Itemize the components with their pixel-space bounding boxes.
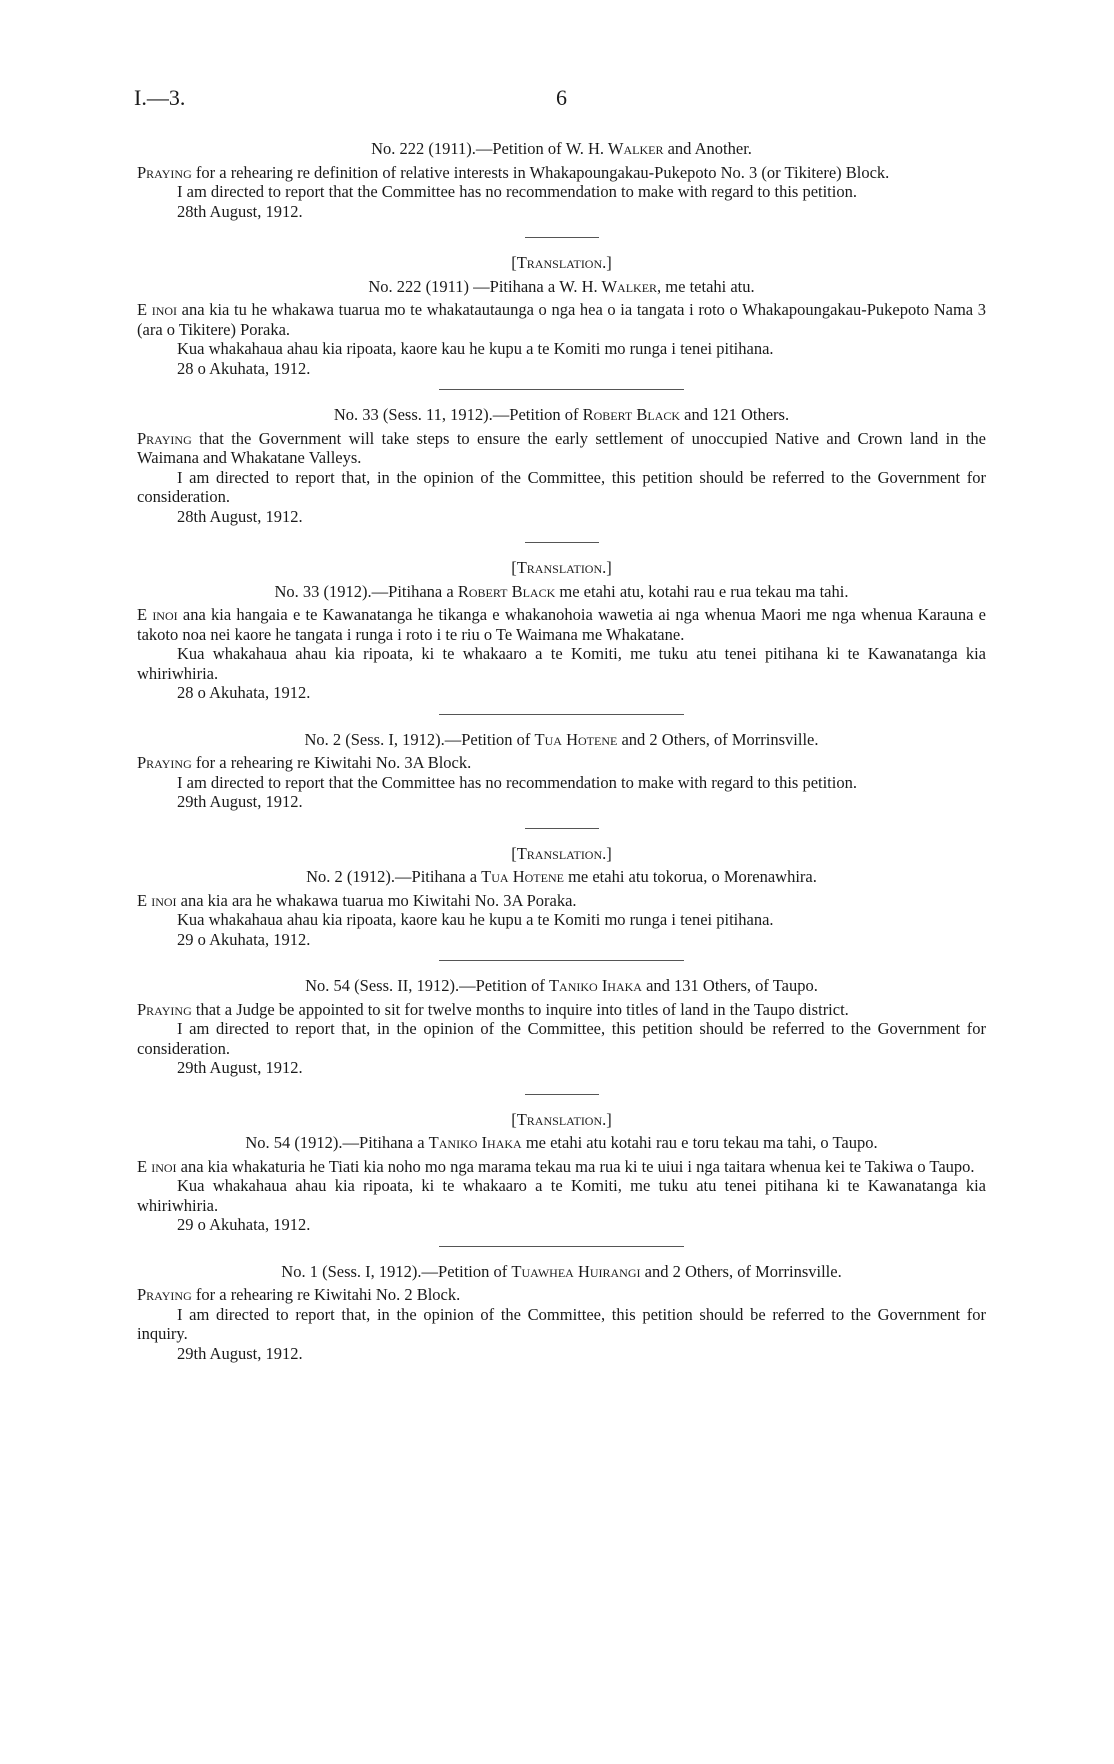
report-date: 28th August, 1912. bbox=[177, 506, 303, 526]
translation-title: No. 33 (1912).—Pitihana a Robert Black me etahi atu, kotahi rau e rua tekau ma tahi. bbox=[274, 581, 849, 601]
petition-entry bbox=[137, 1262, 986, 1364]
inoi-paragraph: E inoi ana kia tu he whakawa tuarua mo te whakatautaunga o nga hea o ia tangata i roto o Whakapoungakau-Pukepoto Nama 3 (ara o Tikitere) Poraka. bbox=[137, 300, 986, 339]
report-paragraph: I am directed to report that, in the opinion of the Committee, this petition should be referred to the Government for inquiry. bbox=[137, 1304, 986, 1343]
report-date: 29th August, 1912. bbox=[177, 1343, 303, 1363]
report-paragraph: I am directed to report that, in the opinion of the Committee, this petition should be referred to the Government for consideration. bbox=[137, 1019, 986, 1058]
document-code: I.—3. bbox=[134, 85, 186, 110]
praying-paragraph: Praying for a rehearing re Kiwitahi No. 3A Block. bbox=[137, 753, 472, 772]
section-divider bbox=[439, 389, 684, 390]
translation-date: 29 o Akuhata, 1912. bbox=[177, 1215, 311, 1234]
report-date: 29th August, 1912. bbox=[177, 792, 303, 811]
translation-report: Kua whakahaua ahau kia ripoata, ki te whakaaro a te Komiti, me tuku atu tenei pitihana ki te Kawanatanga kia whiriwhiria. bbox=[137, 644, 986, 683]
section-divider bbox=[439, 960, 684, 961]
section-divider bbox=[439, 1246, 684, 1247]
petition-entry bbox=[137, 730, 986, 962]
petition-title: No. 2 (Sess. I, 1912).—Petition of Tua Hotene and 2 Others, of Morrinsville. bbox=[304, 729, 819, 749]
report-date: 29th August, 1912. bbox=[177, 1058, 303, 1077]
translation-date: 29 o Akuhata, 1912. bbox=[177, 929, 311, 949]
report-paragraph: I am directed to report that the Committee has no recommendation to make with regard to this petition. bbox=[177, 772, 857, 792]
report-paragraph: I am directed to report that the Committee has no recommendation to make with regard to this petition. bbox=[177, 182, 857, 201]
petition-title: No. 222 (1911).—Petition of W. H. Walker and Another. bbox=[371, 139, 752, 158]
translation-date: 28 o Akuhata, 1912. bbox=[177, 358, 311, 378]
praying-paragraph: Praying that the Government will take steps to ensure the early settlement of unoccupied Native and Crown land in the Waimana and Whakatane Valleys. bbox=[137, 428, 986, 467]
petition-entry bbox=[137, 139, 986, 390]
divider bbox=[525, 542, 599, 543]
report-date: 28th August, 1912. bbox=[177, 201, 303, 221]
translation-label: [Translation.] bbox=[511, 253, 612, 272]
petition-title: No. 54 (Sess. II, 1912).—Petition of Taniko Ihaka and 131 Others, of Taupo. bbox=[305, 976, 818, 995]
translation-report: Kua whakahaua ahau kia ripoata, ki te whakaaro a te Komiti, me tuku atu tenei pitihana ki te Kawanatanga kia whiriwhiria. bbox=[137, 1176, 986, 1215]
translation-label: [Translation.] bbox=[511, 1109, 612, 1129]
inoi-paragraph: E inoi ana kia ara he whakawa tuarua mo Kiwitahi No. 3A Poraka. bbox=[137, 890, 577, 910]
inoi-paragraph: E inoi ana kia hangaia e te Kawanatanga he tikanga e whakanohoia wawetia ai nga whenua Maori me nga whenua Karauna e takoto noa nei kaore he tangata i runga i roto i te riu o Te Waimana me Whakatane. bbox=[137, 605, 986, 644]
translation-date: 28 o Akuhata, 1912. bbox=[177, 683, 311, 702]
petition-entry bbox=[137, 405, 986, 715]
translation-label: [Translation.] bbox=[511, 558, 612, 577]
section-divider bbox=[439, 714, 684, 715]
translation-report: Kua whakahaua ahau kia ripoata, kaore kau he kupu a te Komiti mo runga i tenei pitihana. bbox=[177, 339, 774, 358]
translation-title: No. 54 (1912).—Pitihana a Taniko Ihaka me etahi atu kotahi rau e toru tekau ma tahi, o Taupo. bbox=[245, 1133, 878, 1152]
divider bbox=[525, 237, 599, 238]
translation-title: No. 2 (1912).—Pitihana a Tua Hotene me etahi atu tokorua, o Morenawhira. bbox=[306, 867, 817, 886]
report-paragraph: I am directed to report that, in the opinion of the Committee, this petition should be referred to the Government for consideration. bbox=[137, 467, 986, 506]
petition-title: No. 1 (Sess. I, 1912).—Petition of Tuawhea Huirangi and 2 Others, of Morrinsville. bbox=[281, 1261, 842, 1281]
petitions-list bbox=[137, 139, 986, 1363]
translation-label: [Translation.] bbox=[511, 843, 612, 863]
praying-paragraph: Praying that a Judge be appointed to sit for twelve months to inquire into titles of land in the Taupo district. bbox=[137, 999, 849, 1019]
translation-report: Kua whakahaua ahau kia ripoata, kaore kau he kupu a te Komiti mo runga i tenei pitihana. bbox=[177, 910, 774, 929]
inoi-paragraph: E inoi ana kia whakaturia he Tiati kia noho mo nga marama tekau ma rua ki te uiui i nga taitara whenua kei te Takiwa o Taupo. bbox=[137, 1156, 975, 1176]
divider bbox=[525, 828, 599, 829]
page-number: 6 bbox=[556, 85, 567, 110]
praying-paragraph: Praying for a rehearing re Kiwitahi No. 2 Block. bbox=[137, 1285, 461, 1304]
translation-title: No. 222 (1911) —Pitihana a W. H. Walker, me tetahi atu. bbox=[368, 276, 755, 296]
petition-entry bbox=[137, 976, 986, 1247]
divider bbox=[525, 1094, 599, 1095]
petition-title: No. 33 (Sess. 11, 1912).—Petition of Robert Black and 121 Others. bbox=[333, 405, 790, 424]
praying-paragraph: Praying for a rehearing re definition of relative interests in Whakapoungakau-Pukepoto No. 3 (or Tikitere) Block. bbox=[137, 162, 890, 182]
page-header bbox=[134, 85, 984, 114]
